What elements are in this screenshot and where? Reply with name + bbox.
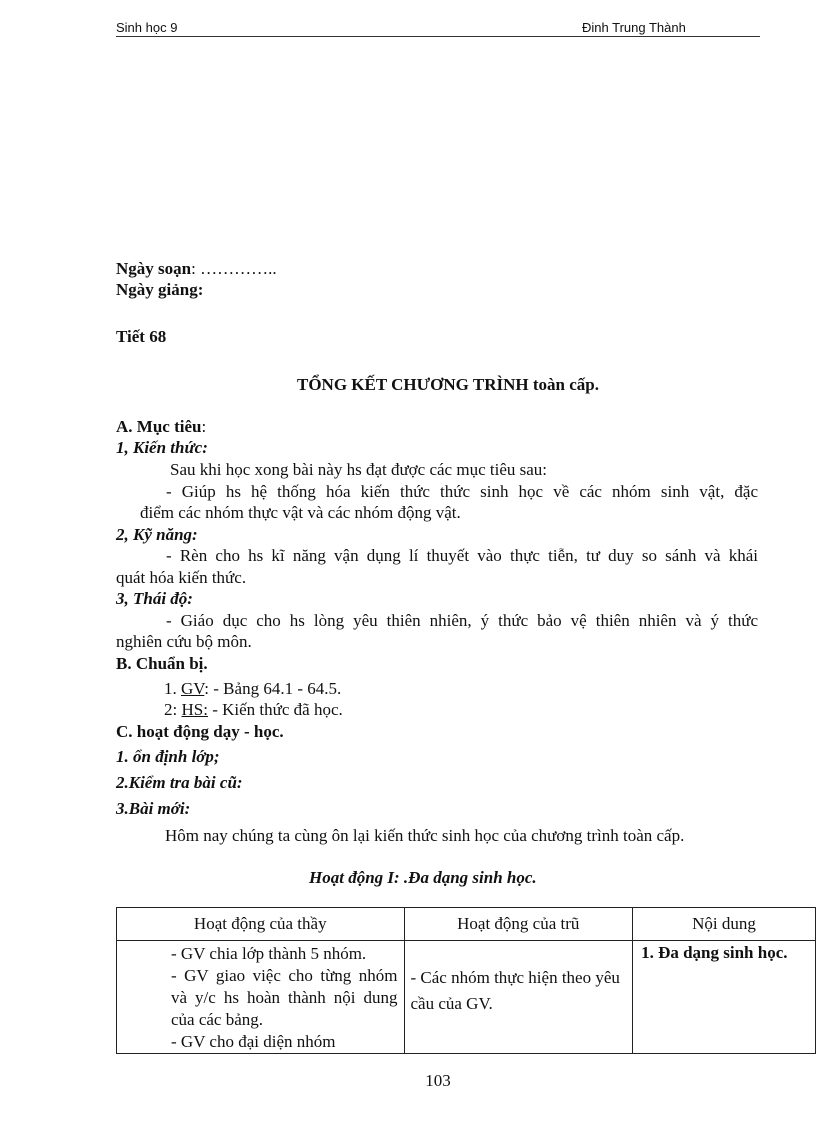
kien-thuc-intro: Sau khi học xong bài này hs đạt được các mục tiêu sau: [170, 460, 547, 479]
ngay-giang-label: Ngày giảng: [116, 280, 204, 299]
header-content: Nội dung [633, 908, 816, 941]
kien-thuc-body: - Giúp hs hệ thống hóa kiến thức thức sinh học về các nhóm sinh vật, đặc [166, 482, 758, 501]
ky-nang-body: - Rèn cho hs kĩ năng vận dụng lí thuyết vào thực tiễn, tư duy so sánh và khái [166, 546, 758, 565]
ngay-soan-label: Ngày soạn [116, 259, 192, 278]
b-item-2-number: 2: [164, 700, 178, 719]
ky-nang-body-cont: quát hóa kiến thức. [116, 568, 247, 587]
b-item-1-text: : - Bảng 64.1 - 64.5. [204, 679, 342, 698]
b-item-2-who: HS: [181, 700, 208, 719]
thai-do-heading: 3, Thái độ: [116, 589, 193, 608]
b-item-1 [164, 678, 341, 699]
section-c-heading: C. hoạt động dạy - học. [116, 722, 284, 741]
teacher-line-2: - GV giao việc cho từng nhóm và y/c hs hoàn thành nội dung của các bảng. [171, 966, 398, 1029]
b-item-1-who: GV [181, 679, 205, 698]
b-item-2-text: - Kiến thức đã học. [207, 700, 343, 719]
thai-do-body-cont: nghiên cứu bộ môn. [116, 632, 252, 651]
ngay-soan-line [116, 258, 277, 279]
section-a-label: A. Mục tiêu [116, 417, 202, 436]
header-student: Hoạt động của trũ [404, 908, 633, 941]
c1-heading: 1. ổn định lớp; [116, 747, 220, 766]
header-author: Đinh Trung Thành [582, 20, 686, 35]
kien-thuc-heading: 1, Kiến thức: [116, 438, 208, 457]
section-a-colon: : [201, 417, 207, 436]
teacher-activity-cell [117, 941, 405, 1054]
page-number: 103 [425, 1071, 451, 1090]
kien-thuc-body-cont: điểm các nhóm thực vật và các nhóm động vật. [140, 503, 461, 522]
table-row [117, 941, 816, 1054]
header-teacher: Hoạt động của thầy [117, 908, 405, 941]
section-b-heading: B. Chuẩn bị. [116, 654, 208, 673]
table-header-row [117, 908, 816, 941]
teacher-line-1: - GV chia lớp thành 5 nhóm. [171, 944, 367, 963]
ngay-soan-value: : ………….. [191, 259, 277, 278]
lesson-title: TỔNG KẾT CHƯƠNG TRÌNH toàn cấp. [297, 375, 599, 394]
header-subject: Sinh học 9 [116, 20, 178, 35]
c3-heading: 3.Bài mới: [116, 799, 191, 818]
c2-heading: 2.Kiểm tra bài cũ: [116, 773, 243, 792]
activity-title: Hoạt động I: .Đa dạng sinh học. [309, 868, 537, 887]
section-a-heading [116, 416, 206, 437]
lesson-number: Tiết 68 [116, 327, 167, 346]
activity-table [116, 907, 816, 1054]
b-item-1-number: 1. [164, 679, 177, 698]
teacher-line-3: - GV cho đại diện nhóm [171, 1032, 336, 1051]
thai-do-body: - Giáo dục cho hs lòng yêu thiên nhiên, ý thức bảo vệ thiên nhiên và ý thức [166, 611, 758, 630]
content-cell: 1. Đa dạng sinh học. [633, 941, 816, 1054]
ky-nang-heading: 2, Kỹ năng: [116, 525, 198, 544]
student-activity-cell: - Các nhóm thực hiện theo yêu cầu của GV. [404, 941, 633, 1054]
page-header [116, 20, 760, 37]
b-item-2 [164, 699, 343, 720]
c3-body: Hôm nay chúng ta cùng ôn lại kiến thức sinh học của chương trình toàn cấp. [165, 826, 685, 845]
